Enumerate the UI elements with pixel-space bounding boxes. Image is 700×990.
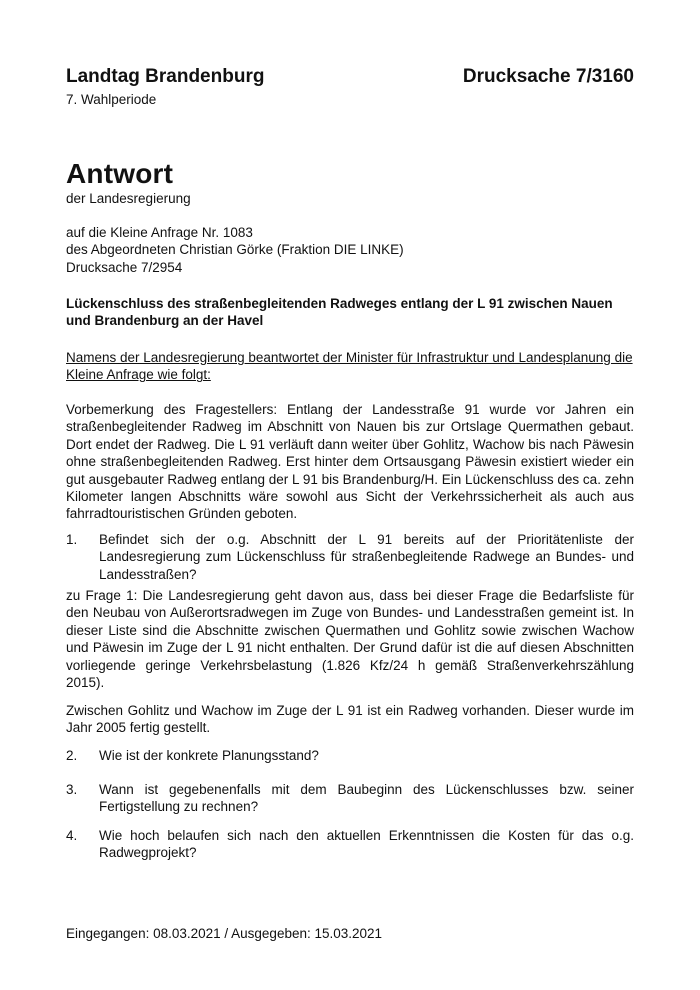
question-3 <box>66 781 634 816</box>
legislative-period: 7. Wahlperiode <box>66 92 157 107</box>
page-title: Antwort <box>66 158 174 189</box>
preliminary-remark: Vorbemerkung des Fragestellers: Entlang der Landesstraße 91 wurde vor Jahren ein straßenbegleitender Radweg im Abschnitt von Nauen bis zur Ortslage Quermathen gebaut. Dort endet der Radweg. Die L 91 verläuft dann weiter über Gohlitz, Wachow bis nach Päwesin ohne straßenbegleitenden Radweg. Erst hinter dem Ortsausgang Päwesin existiert wieder ein gut ausgebauter Radweg entlang der L 91 bis Brandenburg/H. Ein Lückenschluss des ca. zehn Kilometer langen Abschnitts wäre sowohl aus Sicht der Verkehrssicherheit als auch aus fahrradtouristischen Gründen geboten. <box>66 402 634 522</box>
question-text: Befindet sich der o.g. Abschnitt der L 91 bereits auf der Prioritätenliste der Landesregierung zum Lückenschluss für straßenbegleitende Radwege an Bundes- und Landesstraßen? <box>99 532 634 582</box>
question-1 <box>66 531 634 583</box>
document-number: Drucksache 7/3160 <box>462 66 634 87</box>
question-2 <box>66 747 634 764</box>
footer-dates: Eingegangen: 08.03.2021 / Ausgegeben: 15.03.2021 <box>66 926 383 941</box>
request-line-2: des Abgeordneten Christian Görke (Fraktion DIE LINKE) <box>66 242 404 258</box>
answer-intro: Namens der Landesregierung beantwortet der Minister für Infrastruktur und Landesplanung die Kleine Anfrage wie folgt: <box>66 350 633 383</box>
request-line-3: Drucksache 7/2954 <box>66 259 183 275</box>
answer-1-paragraph-2: Zwischen Gohlitz und Wachow im Zuge der L 91 ist ein Radweg vorhanden. Dieser wurde im Jahr 2005 fertig gestellt. <box>66 703 634 736</box>
request-reference <box>66 224 636 276</box>
institution-name: Landtag Brandenburg <box>66 66 265 87</box>
question-text: Wann ist gegebenenfalls mit dem Baubeginn des Lückenschlusses bzw. seiner Fertigstellung zu rechnen? <box>99 782 634 815</box>
question-text: Wie ist der konkrete Planungsstand? <box>99 748 319 763</box>
question-number: 3. <box>66 782 78 797</box>
question-text: Wie hoch belaufen sich nach den aktuellen Erkenntnissen die Kosten für das o.g. Radwegprojekt? <box>99 828 634 861</box>
answer-1-paragraph-1: zu Frage 1: Die Landesregierung geht davon aus, dass bei dieser Frage die Bedarfsliste für den Neubau von Außerortsradwegen im Zuge von Bundes- und Landesstraßen gemeint ist. In dieser Liste sind die Abschnitte zwischen Quermathen und Gohlitz sowie zwischen Wachow und Päwesin im Zuge der L 91 nicht enthalten. Der Grund dafür ist die auf diesen Abschnitten vorliegende geringe Verkehrsbelastung (1.826 Kfz/24 h gemäß Straßenverkehrszählung 2015). <box>66 588 634 691</box>
request-line-1: auf die Kleine Anfrage Nr. 1083 <box>66 225 253 240</box>
question-number: 4. <box>66 828 78 843</box>
question-number: 1. <box>66 532 78 547</box>
question-4 <box>66 827 634 862</box>
subject-heading: Lückenschluss des straßenbegleitenden Radweges entlang der L 91 zwischen Nauen und Brandenburg an der Havel <box>66 296 613 329</box>
question-number: 2. <box>66 748 78 763</box>
page-subtitle: der Landesregierung <box>66 191 191 206</box>
